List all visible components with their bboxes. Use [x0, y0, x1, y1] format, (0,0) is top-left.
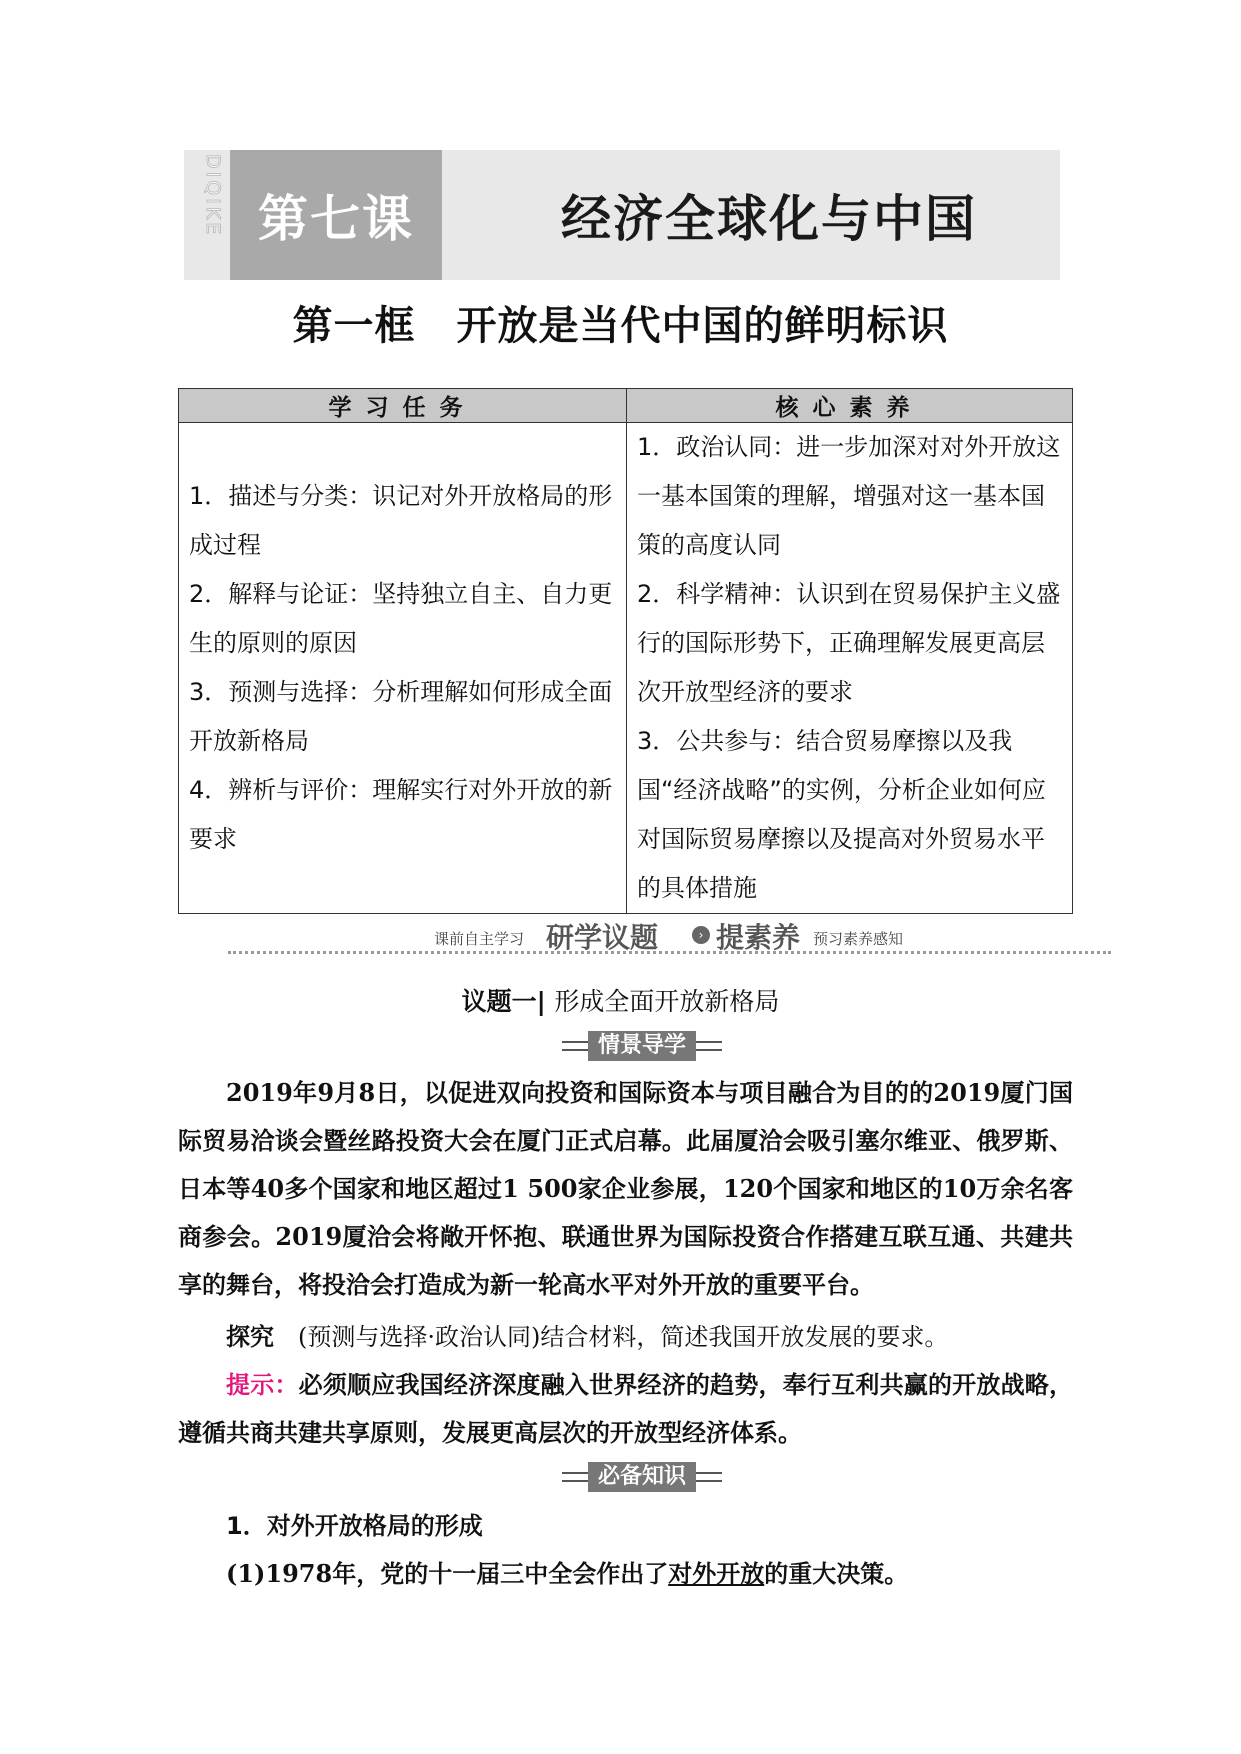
knowledge-item-1-prefix: (1)1978年，党的十一届三中全会作出了 — [226, 1559, 669, 1588]
header-side-text: DIQIKE — [202, 154, 224, 238]
knowledge-item-1 — [226, 1550, 1073, 1598]
tag-bar-left — [562, 1041, 588, 1051]
knowledge-item-1-suffix: 的重大决策。 — [764, 1559, 909, 1588]
task-item: 1．描述与分类：识记对外开放格局的形成过程 — [189, 482, 613, 559]
tag-bar-right — [696, 1041, 722, 1051]
literacy-cell — [627, 423, 1073, 914]
literacy-item: 2．科学精神：认识到在贸易保护主义盛行的国际形势下，正确理解发展更高层次开放型经济的要求 — [637, 580, 1061, 706]
task-item: 2．解释与论证：坚持独立自主、自力更生的原则的原因 — [189, 580, 613, 657]
situation-tag-label: 情景导学 — [588, 1031, 696, 1061]
explore-paragraph — [178, 1313, 1073, 1361]
tasks-cell — [179, 423, 627, 914]
task-item: 3．预测与选择：分析理解如何形成全面开放新格局 — [189, 678, 613, 755]
task-item: 4．辨析与评价：理解实行对外开放的新要求 — [189, 776, 613, 853]
situation-paragraph: 2019年9月8日，以促进双向投资和国际资本与项目融合为目的的2019厦门国际贸易洽谈会暨丝路投资大会在厦门正式启幕。此届厦洽会吸引塞尔维亚、俄罗斯、日本等40多个国家和地区超过1 500家企业参展，120个国家和地区的10万余名客商参会。2019厦洽会将敞开怀抱、联通世界为国际投资合作搭建互联互通、共建共享的舞台，将投洽会打造成为新一轮高水平对外开放的重要平台。 — [178, 1078, 1073, 1299]
literacy-item: 3．公共参与：结合贸易摩擦以及我国“经济战略”的实例，分析企业如何应对国际贸易摩擦以及提高对外贸易水平的具体措施 — [637, 727, 1046, 902]
table-header-tasks: 学习任务 — [179, 389, 627, 423]
header-side-strip — [184, 150, 230, 280]
tag-bar-left — [562, 1472, 588, 1482]
lesson-title: 经济全球化与中国 — [561, 189, 977, 248]
section-banner — [228, 916, 1111, 958]
topic-label: 议题一| — [461, 987, 546, 1016]
situation-tag — [562, 1034, 722, 1058]
hint-paragraph — [178, 1361, 1073, 1457]
topic-text: 形成全面开放新格局 — [554, 987, 780, 1016]
tag-bar-right — [696, 1472, 722, 1482]
knowledge-tag-label: 必备知识 — [588, 1462, 696, 1492]
banner-arrow-icon: › — [692, 926, 710, 944]
banner-dotted-line — [228, 951, 1111, 954]
table-header-literacy: 核心素养 — [627, 389, 1073, 423]
banner-big-right: 提素养 — [716, 921, 801, 954]
objectives-table — [178, 388, 1073, 914]
lesson-header — [184, 150, 1060, 280]
topic-heading — [0, 982, 1241, 1018]
explore-label: 探究 — [226, 1322, 274, 1351]
knowledge-tag — [562, 1465, 722, 1489]
banner-right-small: 预习素养感知 — [813, 930, 904, 948]
frame-title: 第一框 开放是当代中国的鲜明标识 — [292, 303, 949, 349]
hint-label: 提示： — [226, 1370, 299, 1399]
banner-left-small: 课前自主学习 — [434, 930, 525, 948]
explore-text: (预测与选择·政治认同)结合材料，简述我国开放发展的要求。 — [298, 1323, 949, 1351]
hint-text: 必须顺应我国经济深度融入世界经济的趋势，奉行互利共赢的开放战略，遵循共商共建共享原则，发展更高层次的开放型经济体系。 — [178, 1370, 1074, 1447]
knowledge-item-1-underline: 对外开放 — [668, 1559, 765, 1588]
banner-big-left: 研学议题 — [546, 921, 659, 954]
lesson-number: 第七课 — [230, 150, 442, 280]
literacy-item: 1．政治认同：进一步加深对对外开放这一基本国策的理解，增强对这一基本国策的高度认同 — [637, 433, 1061, 559]
knowledge-heading: 1．对外开放格局的形成 — [226, 1512, 483, 1540]
